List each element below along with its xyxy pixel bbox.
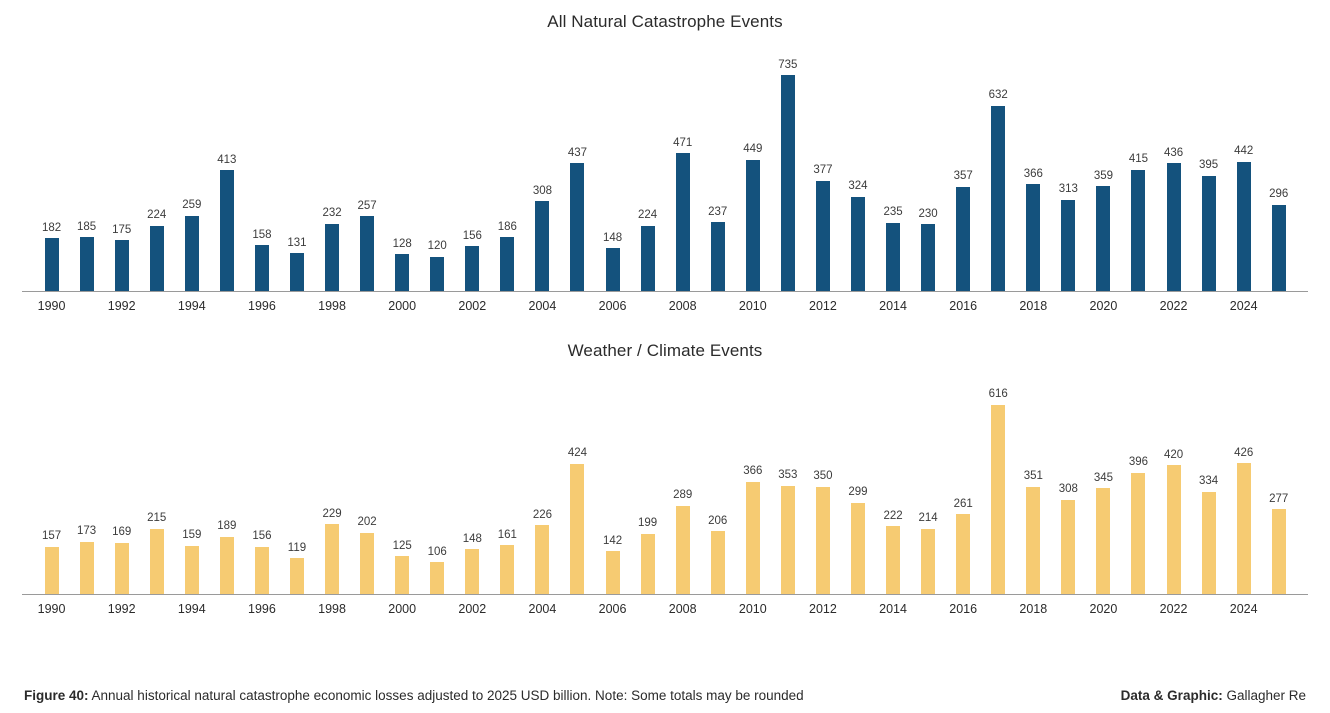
bar-value-label: 442 [1234, 145, 1254, 158]
bar-value-label: 313 [1058, 183, 1078, 196]
bar [781, 75, 795, 292]
plot-area [22, 42, 1308, 292]
x-tick-label: 2022 [1159, 299, 1188, 313]
bar-item [805, 371, 840, 595]
bar [570, 464, 584, 595]
x-tick-label: 2020 [1089, 299, 1118, 313]
bar-value-label: 415 [1128, 153, 1149, 166]
bar-item [455, 42, 490, 292]
bar-value-label: 395 [1199, 159, 1219, 171]
bar-item [665, 371, 700, 595]
x-axis-tick-labels [22, 602, 1308, 616]
bar-value-label: 232 [322, 207, 342, 220]
bar-value-label: 351 [1023, 470, 1043, 482]
x-tick-label: 2002 [458, 299, 487, 313]
bar-value-label: 206 [708, 514, 728, 527]
bar-item [350, 42, 385, 292]
bar [1096, 488, 1110, 595]
bar-item [279, 371, 314, 595]
bar-item [490, 42, 525, 292]
bar-value-label: 277 [1269, 492, 1289, 505]
bar-item [490, 371, 525, 595]
bar-value-label: 257 [357, 199, 377, 212]
bar [80, 237, 94, 292]
x-tick-label: 2022 [1159, 602, 1188, 616]
bar-item [1121, 42, 1156, 292]
bar [325, 224, 339, 292]
bar-item [700, 371, 735, 595]
plot-area [22, 371, 1308, 595]
x-tick-label: 2004 [528, 602, 557, 616]
bar [185, 546, 199, 595]
bar [886, 223, 900, 292]
bar-value-label: 182 [41, 221, 62, 234]
bar-item [69, 371, 104, 595]
source-label: Data & Graphic: [1120, 688, 1223, 703]
bar-item [630, 42, 665, 292]
bar-value-label: 237 [708, 205, 728, 218]
bar [1202, 176, 1216, 293]
bar [430, 562, 444, 595]
bar-item [805, 42, 840, 292]
x-tick-label: 1998 [318, 299, 346, 313]
x-tick-label: 2014 [879, 602, 907, 616]
bar-item [1156, 42, 1191, 292]
bar [746, 482, 760, 595]
bar [395, 254, 409, 292]
bar-value-label: 426 [1234, 446, 1254, 459]
bar [1026, 184, 1040, 292]
x-axis-tick-labels [22, 299, 1308, 313]
bar-value-label: 215 [147, 512, 167, 524]
figure-description: Annual historical natural catastrophe economic losses adjusted to 2025 USD billion. Note: Some totals may be rounded [88, 688, 804, 703]
bar [395, 556, 409, 595]
bar-value-label: 199 [638, 517, 658, 529]
bar-item [911, 42, 946, 292]
bar [430, 257, 444, 292]
x-tick-label: 2010 [738, 602, 767, 616]
bar-item [350, 371, 385, 595]
bar-item [1086, 42, 1121, 292]
bar-value-label: 169 [112, 526, 132, 539]
bar-value-label: 159 [182, 529, 202, 542]
bar [80, 542, 94, 596]
bar-item [385, 42, 420, 292]
bar-value-label: 161 [497, 528, 517, 541]
bar-item [770, 42, 805, 292]
bar [991, 106, 1005, 292]
bar [1096, 186, 1110, 292]
bar-value-label: 420 [1163, 448, 1184, 461]
x-tick-label: 2016 [949, 299, 978, 313]
x-tick-label: 2006 [598, 299, 627, 313]
bar-item [735, 371, 770, 595]
bar [711, 222, 725, 292]
bar-value-label: 377 [813, 164, 833, 177]
bar-item [1191, 371, 1226, 595]
bar-item [876, 42, 911, 292]
x-tick-label: 2008 [668, 602, 697, 616]
bar-item [209, 42, 244, 292]
bar-item [139, 42, 174, 292]
x-tick-label: 2016 [949, 602, 978, 616]
bar-item [840, 371, 875, 595]
bar-item [1016, 371, 1051, 595]
bar-item [630, 371, 665, 595]
bar [1237, 162, 1251, 292]
bar [115, 240, 129, 292]
bar [1131, 170, 1145, 292]
x-tick-label: 2000 [388, 299, 417, 313]
bar-series [22, 371, 1308, 595]
bar-item [1226, 371, 1261, 595]
x-tick-label: 2020 [1089, 602, 1118, 616]
bar-value-label: 230 [918, 207, 938, 220]
chart-weather-climate-events [0, 313, 1330, 616]
bar-value-label: 334 [1199, 475, 1219, 488]
bar [1167, 163, 1181, 292]
bar [781, 486, 795, 595]
bar-value-label: 224 [147, 209, 167, 222]
bar-item [315, 42, 350, 292]
x-tick-label: 2024 [1229, 299, 1258, 313]
bar-item [34, 42, 69, 292]
bar-item [946, 42, 981, 292]
bar-value-label: 128 [392, 237, 412, 250]
source-name: Gallagher Re [1222, 688, 1306, 703]
bar-value-label: 437 [567, 146, 588, 159]
bar [465, 549, 479, 595]
figure-number: Figure 40: [24, 688, 89, 703]
x-tick-label: 2002 [458, 602, 487, 616]
bar-item [34, 371, 69, 595]
bar [220, 537, 234, 595]
bar-item [420, 42, 455, 292]
bar-value-label: 214 [918, 512, 938, 525]
bar [711, 531, 725, 595]
bar-item [525, 42, 560, 292]
bar [606, 551, 620, 595]
bar [255, 245, 269, 292]
bar [150, 529, 164, 596]
x-axis-line [22, 291, 1308, 292]
bar-item [735, 42, 770, 292]
x-tick-label: 1992 [107, 299, 136, 313]
bar-item [455, 371, 490, 595]
chart-all-natural-catastrophe-events [0, 0, 1330, 313]
bar [676, 506, 690, 595]
bar-value-label: 156 [252, 530, 272, 543]
x-tick-label: 2012 [809, 299, 837, 313]
x-tick-label: 1994 [177, 602, 206, 616]
bar-value-label: 296 [1269, 188, 1289, 201]
bar-value-label: 366 [1023, 167, 1043, 180]
bar-series [22, 42, 1308, 292]
bar-value-label: 735 [778, 58, 798, 71]
bar-item [279, 42, 314, 292]
bar [991, 405, 1005, 595]
bar [606, 248, 620, 292]
bar-value-label: 345 [1093, 471, 1113, 484]
bar-item [1156, 371, 1191, 595]
bar [45, 238, 59, 292]
x-tick-label: 1990 [37, 299, 66, 313]
bar [641, 534, 655, 596]
x-tick-label: 2018 [1019, 299, 1048, 313]
bar [220, 170, 234, 292]
bar-value-label: 299 [848, 486, 868, 499]
bar-value-label: 424 [567, 447, 588, 460]
x-tick-label: 1994 [177, 299, 206, 313]
bar [1272, 509, 1286, 595]
chart-title: All Natural Catastrophe Events [547, 12, 783, 31]
bar-item [1086, 371, 1121, 595]
bar-item [1261, 42, 1296, 292]
bar-value-label: 396 [1128, 456, 1149, 469]
bar [956, 514, 970, 595]
bar [150, 226, 164, 292]
x-tick-label: 1996 [248, 299, 276, 313]
x-tick-label: 2014 [879, 299, 907, 313]
x-axis-line [22, 594, 1308, 595]
x-tick-label: 2012 [809, 602, 837, 616]
bar [641, 226, 655, 292]
bar-value-label: 350 [813, 470, 833, 483]
bar-item [595, 42, 630, 292]
bar-item [770, 371, 805, 595]
bar-value-label: 222 [883, 509, 903, 522]
x-tick-label: 2010 [738, 299, 767, 313]
bar [45, 547, 59, 596]
bar [851, 197, 865, 293]
bar-value-label: 158 [252, 228, 272, 241]
bar-value-label: 471 [673, 136, 693, 149]
bar-value-label: 148 [462, 532, 482, 545]
bar [535, 201, 549, 292]
bar [816, 181, 830, 292]
bar [1061, 200, 1075, 292]
x-tick-label: 1992 [107, 602, 136, 616]
bar-item [1016, 42, 1051, 292]
bar-value-label: 185 [77, 220, 97, 233]
bar-value-label: 449 [743, 143, 763, 156]
bar-value-label: 259 [182, 199, 202, 212]
bar-value-label: 413 [217, 153, 237, 166]
bar [816, 487, 830, 595]
bar [325, 524, 339, 595]
bar [1131, 473, 1145, 595]
bar-value-label: 156 [462, 229, 482, 242]
bar [465, 246, 479, 292]
bar-value-label: 157 [41, 530, 62, 542]
bar-value-label: 120 [427, 240, 447, 253]
bar [290, 558, 304, 595]
bar-value-label: 119 [287, 541, 307, 554]
bar-item [981, 371, 1016, 595]
bar [1272, 205, 1286, 292]
bar-item [700, 42, 735, 292]
figure-caption [24, 688, 1306, 703]
bar-value-label: 186 [497, 220, 517, 233]
x-tick-label: 2004 [528, 299, 557, 313]
x-tick-label: 2006 [598, 602, 627, 616]
bar-item [139, 371, 174, 595]
bar [886, 526, 900, 595]
bar [956, 187, 970, 292]
bar-item [104, 42, 139, 292]
bar [1202, 492, 1216, 595]
bar-value-label: 632 [988, 89, 1008, 102]
bar [1061, 500, 1075, 595]
bar-item [174, 371, 209, 595]
bar-value-label: 324 [848, 180, 868, 192]
bar [360, 533, 374, 595]
bar-value-label: 229 [322, 507, 342, 520]
bar-item [946, 371, 981, 595]
bar-item [1261, 371, 1296, 595]
bar-item [69, 42, 104, 292]
bar [500, 545, 514, 595]
bar-item [981, 42, 1016, 292]
bar [360, 216, 374, 292]
bar-item [840, 42, 875, 292]
bar-item [1226, 42, 1261, 292]
bar-value-label: 125 [392, 539, 412, 552]
bar [115, 543, 129, 595]
bar-item [876, 371, 911, 595]
bar-item [244, 371, 279, 595]
bar-value-label: 436 [1163, 146, 1184, 159]
bar [746, 160, 760, 292]
bar-item [209, 371, 244, 595]
bar [1026, 487, 1040, 596]
bar-value-label: 224 [638, 209, 658, 222]
bar [290, 253, 304, 292]
bar-item [244, 42, 279, 292]
bar-value-label: 353 [778, 469, 798, 482]
bar-value-label: 202 [357, 516, 377, 529]
bar-value-label: 235 [883, 206, 903, 219]
bar-value-label: 366 [743, 465, 763, 478]
bar [676, 153, 690, 292]
bar-item [1051, 42, 1086, 292]
bar-item [665, 42, 700, 292]
x-tick-label: 2000 [388, 602, 417, 616]
bar-value-label: 308 [532, 184, 552, 197]
bar-value-label: 106 [427, 545, 447, 558]
bar [1237, 463, 1251, 595]
bar-value-label: 261 [953, 497, 973, 510]
bar-item [1121, 371, 1156, 595]
x-tick-label: 1998 [318, 602, 346, 616]
bar [1167, 465, 1181, 595]
bar [185, 216, 199, 292]
bar-value-label: 189 [217, 520, 237, 533]
bar-item [174, 42, 209, 292]
chart-title: Weather / Climate Events [567, 341, 763, 360]
bar-value-label: 175 [112, 223, 132, 236]
bar [851, 503, 865, 595]
bar-value-label: 616 [988, 388, 1008, 401]
bar [535, 525, 549, 595]
bar [255, 547, 269, 595]
x-tick-label: 2008 [668, 299, 697, 313]
bar-item [315, 371, 350, 595]
bar-item [104, 371, 139, 595]
bar-item [560, 42, 595, 292]
bar-item [560, 371, 595, 595]
bar-value-label: 308 [1058, 483, 1078, 496]
bar-value-label: 148 [602, 231, 623, 244]
bar [921, 529, 935, 595]
bar-value-label: 173 [77, 525, 97, 537]
x-tick-label: 2024 [1229, 602, 1258, 616]
bar-item [525, 371, 560, 595]
bar-value-label: 226 [532, 508, 552, 521]
x-tick-label: 1996 [248, 602, 276, 616]
bar-value-label: 142 [602, 534, 623, 547]
x-tick-label: 1990 [37, 602, 66, 616]
bar-item [911, 371, 946, 595]
bar-value-label: 359 [1093, 169, 1113, 182]
bar [500, 237, 514, 292]
bar-item [1051, 371, 1086, 595]
x-tick-label: 2018 [1019, 602, 1048, 616]
bar-item [385, 371, 420, 595]
bar [570, 163, 584, 292]
bar-value-label: 131 [287, 236, 307, 249]
bar-item [595, 371, 630, 595]
bar-item [1191, 42, 1226, 292]
bar-item [420, 371, 455, 595]
bar [921, 224, 935, 292]
bar-value-label: 357 [953, 170, 973, 183]
bar-value-label: 289 [673, 489, 693, 502]
